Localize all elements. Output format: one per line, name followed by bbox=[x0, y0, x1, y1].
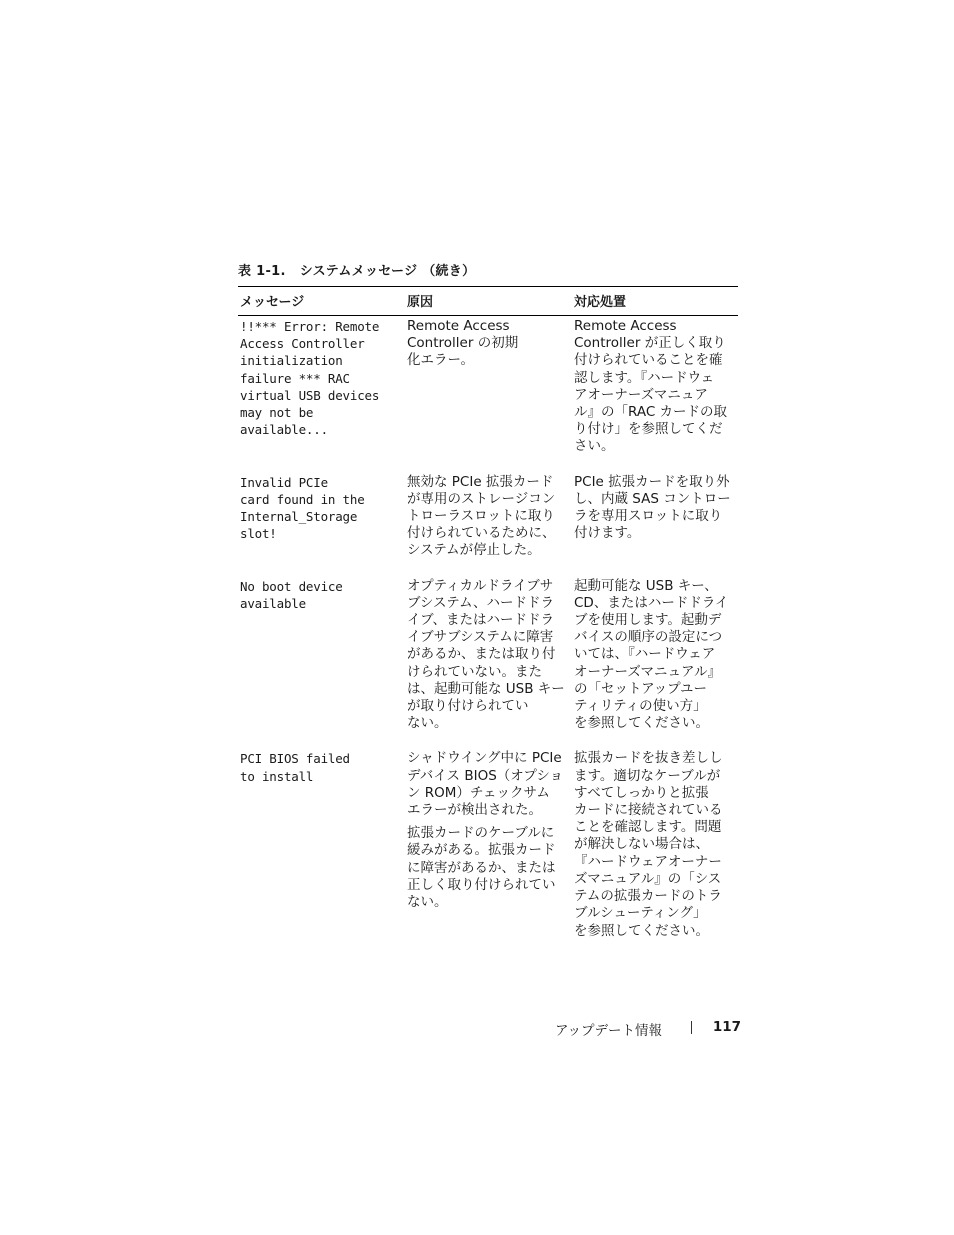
page-number: 117 bbox=[712, 1019, 741, 1035]
row-cause-secondary: 拡張カードのケーブルに 緩みがある。拡張カード に障害があるか、または 正しく取り付けられてい ない。 bbox=[407, 825, 556, 911]
row-cause: オプティカルドライブサ ブシステム、ハードドラ イブ、またはハードドラ イブサブシステムに障害 があるか、または取り付 けられていない。また は、起動可能な USB キー が取り付けられてい ない。 bbox=[407, 577, 565, 732]
header-action: 対応処置 bbox=[574, 295, 627, 310]
row-cause: Remote Access Controller の初期 化エラー。 bbox=[407, 318, 519, 369]
table-caption-title: システムメッセージ （続き） bbox=[299, 264, 476, 279]
row-cause: 無効な PCIe 拡張カード が専用のストレージコン トローラスロットに取り 付けられているために、 システムが停止した。 bbox=[407, 473, 556, 559]
row-message: !!*** Error: Remote Access Controller initialization failure *** RAC virtual USB devices may not be available... bbox=[240, 319, 380, 438]
footer-section-title: アップデート情報 bbox=[555, 1023, 663, 1039]
row-action: 拡張カードを抜き差しし ます。適切なケーブルが すべてしっかりと拡張 カードに接続されている ことを確認します。問題 が解決しない場合は、 『ハードウェアオーナー ズマニュアル』の「シス テムの拡張カードのトラ ブルシューティング」 を参照してください。 bbox=[574, 750, 723, 939]
table-header-row bbox=[238, 287, 738, 316]
table-row bbox=[238, 748, 738, 955]
page-footer bbox=[555, 1019, 741, 1039]
table-row bbox=[238, 316, 738, 472]
row-cause: シャドウイング中に PCIe デバイス BIOS（オプショ ン ROM）チェックサム エラーが検出された。 bbox=[407, 750, 564, 819]
table-caption bbox=[238, 260, 475, 279]
system-message-table bbox=[238, 286, 738, 956]
table-row bbox=[238, 576, 738, 749]
footer-divider bbox=[691, 1021, 692, 1034]
row-action: PCIe 拡張カードを取り外 し、内蔵 SAS コントロー ラを専用スロットに取り 付けます。 bbox=[574, 473, 731, 542]
row-message: Invalid PCIe card found in the Internal_Storage slot! bbox=[240, 474, 365, 542]
row-action: Remote Access Controller が正しく取り 付けられていることを確 認します。『ハードウェ アオーナーズマニュア ル』の「RAC カードの取 り付け」を参照してくだ さい。 bbox=[574, 318, 728, 455]
row-message: PCI BIOS failed to install bbox=[240, 751, 350, 784]
header-cause: 原因 bbox=[407, 295, 434, 310]
table-caption-number: 表 1-1. bbox=[238, 264, 286, 279]
header-message: メッセージ bbox=[240, 295, 305, 310]
row-message: No boot device available bbox=[240, 578, 343, 611]
table-row bbox=[238, 472, 738, 576]
row-action: 起動可能な USB キー、 CD、またはハードドライ ブを使用します。起動デ バイスの順序の設定につ いては、『ハードウェア オーナーズマニュアル』 の「セットアップユー ティリティの使い方」 を参照してください。 bbox=[574, 577, 729, 732]
